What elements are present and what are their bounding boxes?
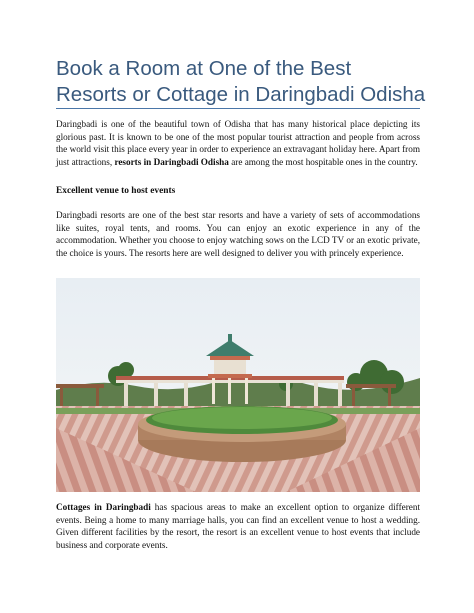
- section-heading: Excellent venue to host events: [56, 186, 176, 196]
- intro-text-end: are among the most hospitable ones in the country.: [228, 156, 418, 167]
- cottages-keyword-link: Cottages in Daringbadi: [56, 502, 151, 512]
- intro-text-start: Daringbadi is one of the beautiful town of Odisha that has many historical place depicting its glorious past. It is known to be one of the most popular tourist attraction and people from across the world visit this place every year in order to experience an extravagant holiday here. Apart from just attractions,: [56, 119, 420, 167]
- resort-photo: [56, 278, 420, 492]
- cottage-text: has spacious areas to make an excellent option to organize different events. Being a home to many marriage halls, you can find an excellent venue to host a wedding. Given different facilities by the resort, the resort is an excellent venue to host events that include business and corporate events.: [56, 502, 420, 550]
- page-title: Book a Room at One of the Best Resorts or Cottage in Daringbadi Odisha: [56, 57, 426, 106]
- intro-paragraph: [56, 118, 420, 168]
- title-divider: [56, 108, 420, 109]
- venue-paragraph: Daringbadi resorts are one of the best star resorts and have a variety of sets of accommodations like suites, royal tents, and rooms. You can enjoy an exotic experience in any of the accommodation. Whether you choose to enjoy watching sows on the LCD TV or an exotic private, the choice is yours. The resorts here are well designed to deliver you with princely experience.: [56, 210, 420, 258]
- cottage-paragraph: [56, 501, 420, 551]
- resorts-keyword-link: resorts in Daringbadi Odisha: [114, 156, 229, 167]
